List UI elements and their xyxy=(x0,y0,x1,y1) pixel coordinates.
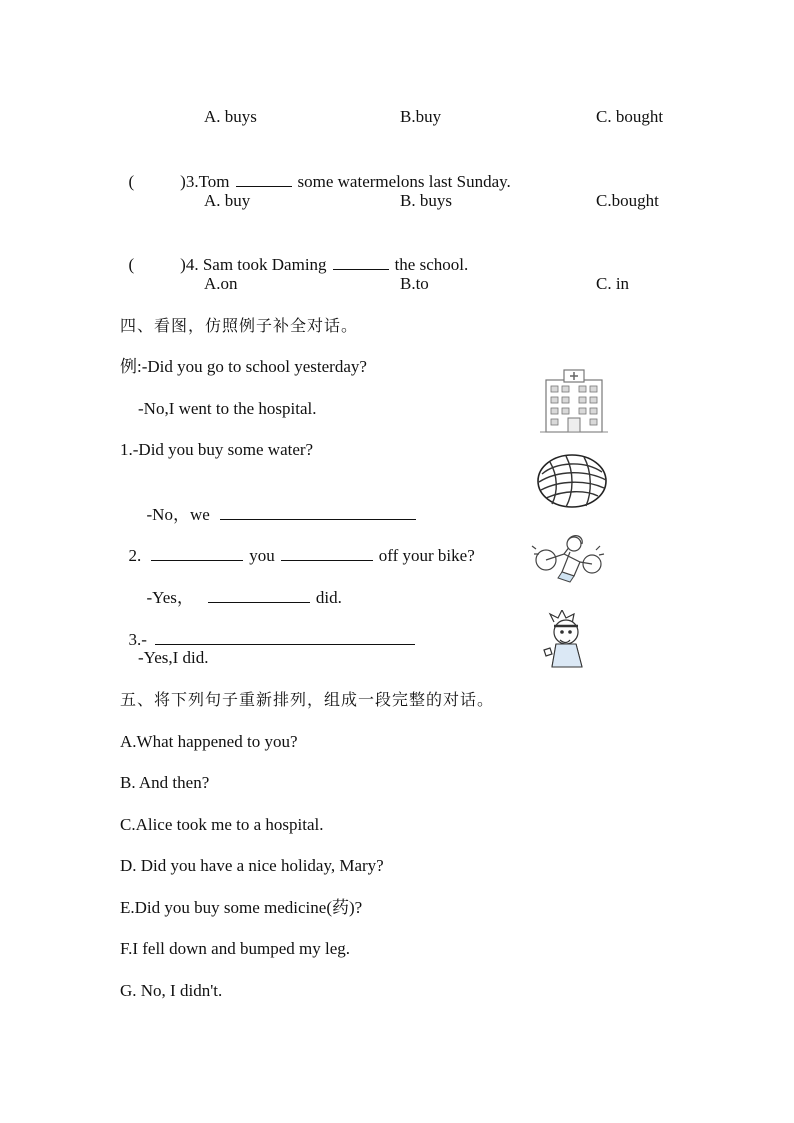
example-question: 例:-Did you go to school yesterday? xyxy=(120,357,367,376)
fill-blank[interactable] xyxy=(208,586,310,603)
question-3 xyxy=(120,148,511,193)
q3-option-c: C.bought xyxy=(596,191,659,210)
section-5-title: 五、将下列句子重新排列，组成一段完整的对话。 xyxy=(120,690,495,709)
question-text: off your bike? xyxy=(378,546,475,565)
fill-blank[interactable] xyxy=(151,544,243,561)
item-1-question: 1.-Did you buy some water? xyxy=(120,440,314,459)
q3-option-b: B. buys xyxy=(400,191,452,210)
item-3-answer: -Yes,I did. xyxy=(138,648,209,667)
reorder-item-b: B. And then? xyxy=(120,773,210,792)
fill-blank[interactable] xyxy=(333,253,389,270)
boy-icon xyxy=(536,610,592,668)
q2-option-a: A. buys xyxy=(204,107,257,126)
question-number: )4. Sam took Daming xyxy=(180,255,327,274)
reorder-item-f: F.I fell down and bumped my leg. xyxy=(120,939,350,958)
paren-open: ( xyxy=(128,255,135,274)
answer-prefix: -Yes， xyxy=(146,588,194,607)
item-2-answer xyxy=(138,564,342,609)
reorder-item-a: A.What happened to you? xyxy=(120,732,298,751)
question-number: )3.Tom xyxy=(180,172,230,191)
fill-blank[interactable] xyxy=(281,544,373,561)
q4-option-a: A.on xyxy=(204,274,238,293)
reorder-item-e: E.Did you buy some medicine(药)? xyxy=(120,898,363,917)
q2-option-b: B.buy xyxy=(400,107,442,126)
answer-prefix: -No，we xyxy=(146,505,210,524)
item-number: 2. xyxy=(128,546,142,565)
question-4 xyxy=(120,231,468,276)
question-text: some watermelons last Sunday. xyxy=(297,172,511,191)
section-4-title: 四、看图，仿照例子补全对话。 xyxy=(120,316,359,335)
q4-option-b: B.to xyxy=(400,274,429,293)
hospital-icon xyxy=(540,368,608,434)
question-text: the school. xyxy=(394,255,469,274)
item-2-question xyxy=(120,522,475,567)
fallen-bike-girl-icon xyxy=(530,532,610,584)
item-3-question xyxy=(120,606,421,651)
fill-blank[interactable] xyxy=(155,628,415,645)
paren-open: ( xyxy=(128,172,135,191)
fill-blank[interactable] xyxy=(236,170,292,187)
question-text: you xyxy=(249,546,275,565)
reorder-item-g: G. No, I didn't. xyxy=(120,981,223,1000)
reorder-item-d: D. Did you have a nice holiday, Mary? xyxy=(120,856,384,875)
reorder-item-c: C.Alice took me to a hospital. xyxy=(120,815,324,834)
q4-option-c: C. in xyxy=(596,274,630,293)
example-answer: -No,I went to the hospital. xyxy=(138,399,317,418)
fill-blank[interactable] xyxy=(220,503,416,520)
item-1-answer xyxy=(138,481,422,526)
q3-option-a: A. buy xyxy=(204,191,251,210)
answer-end: did. xyxy=(315,588,342,607)
watermelon-icon xyxy=(536,452,608,510)
q2-option-c: C. bought xyxy=(596,107,664,126)
item-number: 3.- xyxy=(128,630,147,649)
